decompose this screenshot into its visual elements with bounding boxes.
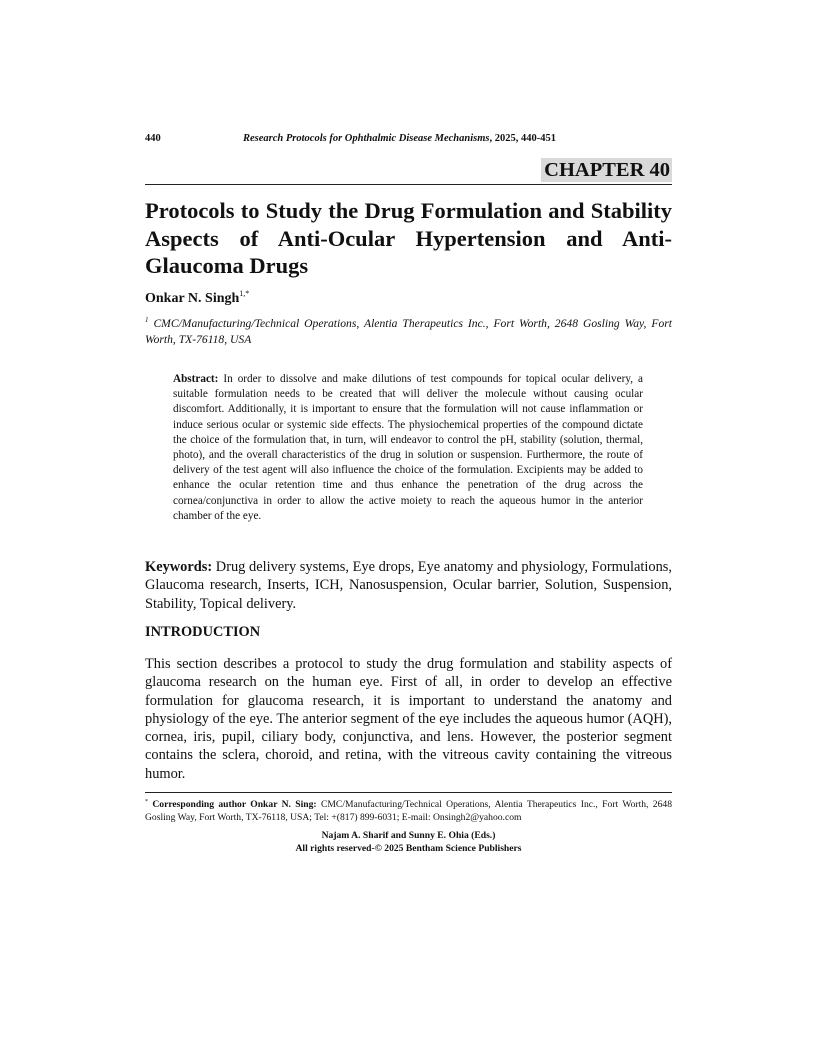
keywords-label: Keywords:	[145, 559, 213, 575]
rights-line: All rights reserved-© 2025 Bentham Science Publishers	[295, 842, 522, 854]
footnote-label: Corresponding author Onkar N. Sing:	[152, 799, 317, 810]
article-title: Protocols to Study the Drug Formulation and Stability Aspects of Anti-Ocular Hypertension and Anti-Glaucoma Drugs	[145, 198, 672, 278]
author-line	[145, 289, 249, 307]
affiliation-text: CMC/Manufacturing/Technical Operations, Alentia Therapeutics Inc., Fort Worth, 2648 Gosling Way, Fort Worth, TX-76118, USA	[145, 317, 672, 346]
abstract	[173, 372, 643, 524]
journal-details: , 2025, 440-451	[489, 133, 556, 144]
footnote-divider	[145, 792, 672, 793]
footnote-mark: *	[145, 799, 148, 805]
keywords	[145, 558, 672, 613]
journal-citation	[243, 133, 556, 144]
affiliation	[145, 312, 672, 348]
footnote	[145, 796, 672, 824]
affiliation-mark: 1	[145, 316, 149, 324]
abstract-text: In order to dissolve and make dilutions of test compounds for topical ocular delivery, a suitable formulation needs to be created that will deliver the molecule without causing ocular discomfort. Additionally, it is important to ensure that the formulation will not cause inflammation or induce serious ocular or systemic side effects. The physiochemical properties of the compound dictate the choice of the formulation that, in turn, will endeavor to control the pH, stability (solution, thermal, photo), and the overall characteristics of the drug in solution or suspension. Furthermore, the route of delivery of the test agent will also influence the choice of the formulation. Excipients may be added to enhance the ocular retention time and thus enhance the penetration of the drug across the cornea/conjunctiva in order to allow the active moiety to reach the aqueous humor in the anterior chamber of the eye.	[173, 373, 643, 522]
page-number: 440	[145, 133, 161, 144]
author-name: Onkar N. Singh	[145, 291, 240, 306]
editors-line: Najam A. Sharif and Sunny E. Ohia (Eds.)	[321, 830, 496, 841]
footnote-text: CMC/Manufacturing/Technical Operations, Alentia Therapeutics Inc., Fort Worth, 2648 Gosling Way, Fort Worth, TX-76118, USA; Tel: +(817) 899-6031; E-mail: Onsingh2@yahoo.com	[145, 799, 672, 823]
chapter-banner	[145, 158, 672, 185]
publisher-block	[145, 830, 672, 855]
chapter-label: CHAPTER 40	[541, 158, 672, 182]
introduction-paragraph: This section describes a protocol to study the drug formulation and stability aspects of glaucoma research on the human eye. First of all, in order to develop an effective formulation for glaucoma research, it is important to understand the anatomy and physiology of the eye. The anterior segment of the eye includes the aqueous humor (AQH), cornea, iris, pupil, ciliary body, conjunctiva, and lens. However, the posterior segment contains the sclera, choroid, and retina, with the vitreous cavity containing the vitreous humor.	[145, 656, 672, 782]
abstract-label: Abstract:	[173, 373, 219, 385]
journal-title: Research Protocols for Ophthalmic Disease Mechanisms	[243, 133, 490, 144]
section-heading: INTRODUCTION	[145, 624, 261, 640]
author-marks: 1,*	[239, 289, 250, 298]
keywords-text: Drug delivery systems, Eye drops, Eye anatomy and physiology, Formulations, Glaucoma research, Inserts, ICH, Nanosuspension, Ocular barrier, Solution, Suspension, Stability, Topical delivery.	[145, 559, 672, 612]
